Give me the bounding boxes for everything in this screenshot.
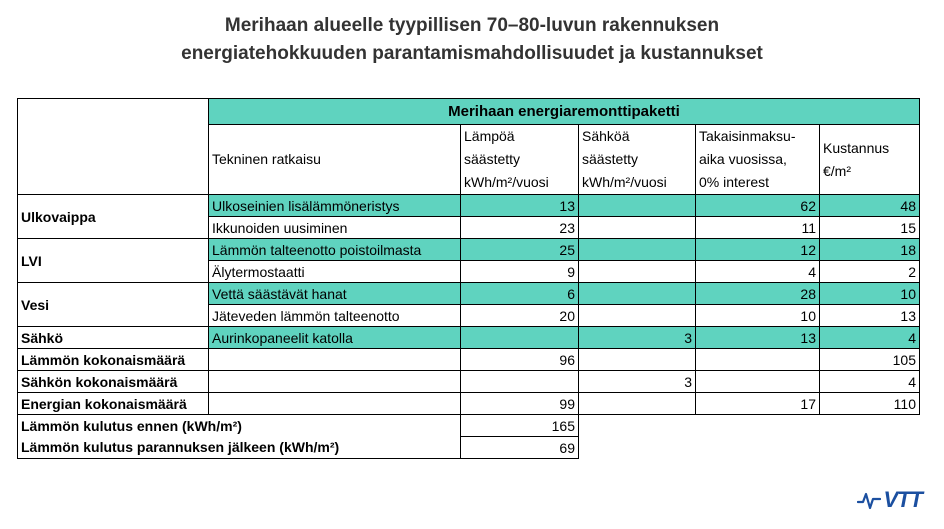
cost-cell: 15 [820,217,920,239]
vtt-logo [857,487,922,513]
header-cost: Kustannus €/m² [820,125,920,195]
solution-cell: Älytermostaatti [209,261,461,283]
total-row [18,393,920,415]
solution-cell: Ikkunoiden uusiminen [209,217,461,239]
solution-cell: Jäteveden lämmön talteenotto [209,305,461,327]
title-line-2: energiatehokkuuden parantamismahdollisuudet ja kustannukset [181,43,763,64]
vtt-wave-icon [857,490,881,510]
header-heat-saved: Lämpöä säästetty kWh/m²/vuosi [461,125,579,195]
heat-cell [461,327,579,349]
consumption-label: Lämmön kulutus parannuksen jälkeen (kWh/m²) [18,437,461,459]
total-label: Sähkön kokonaismäärä [18,371,209,393]
payback-cell: 4 [696,261,820,283]
corner-cell [18,99,209,195]
heat-cell: 25 [461,239,579,261]
header-solution: Tekninen ratkaisu [209,125,461,195]
total-cost-cell: 4 [820,371,920,393]
group-label: Vesi [18,283,209,327]
vtt-logo-text: VTT [883,487,922,512]
group-label: Ulkovaippa [18,195,209,239]
solution-cell: Vettä säästävät hanat [209,283,461,305]
table-row [18,327,920,349]
elec-cell [579,195,696,217]
elec-cell [579,261,696,283]
empty-space [579,437,920,459]
total-elec-cell: 3 [579,371,696,393]
total-label: Lämmön kokonaismäärä [18,349,209,371]
cost-cell: 2 [820,261,920,283]
cost-cell: 48 [820,195,920,217]
elec-cell [579,305,696,327]
table-row [18,195,920,217]
total-heat-cell: 99 [461,393,579,415]
total-solution-cell [209,349,461,371]
total-payback-cell: 17 [696,393,820,415]
solution-cell: Aurinkopaneelit katolla [209,327,461,349]
title-line-1: Merihaan alueelle tyypillisen 70–80-luvun rakennuksen [224,15,720,36]
heat-cell: 23 [461,217,579,239]
heat-cell: 13 [461,195,579,217]
payback-cell: 28 [696,283,820,305]
elec-cell: 3 [579,327,696,349]
total-heat-cell: 96 [461,349,579,371]
total-cost-cell: 110 [820,393,920,415]
elec-cell [579,283,696,305]
total-row [18,349,920,371]
total-payback-cell [696,371,820,393]
total-heat-cell [461,371,579,393]
payback-cell: 10 [696,305,820,327]
payback-cell: 13 [696,327,820,349]
cost-cell: 13 [820,305,920,327]
total-cost-cell: 105 [820,349,920,371]
solution-cell: Lämmön talteenotto poistoilmasta [209,239,461,261]
total-solution-cell [209,393,461,415]
energy-renovation-table [17,98,920,459]
total-label: Energian kokonaismäärä [18,393,209,415]
payback-cell: 62 [696,195,820,217]
empty-space [579,415,920,437]
package-title: Merihaan energiaremonttipaketti [209,99,920,125]
heat-cell: 6 [461,283,579,305]
payback-cell: 11 [696,217,820,239]
header-electricity-saved: Sähköä säästetty kWh/m²/vuosi [579,125,696,195]
payback-cell: 12 [696,239,820,261]
total-row [18,371,920,393]
header-payback: Takaisinmaksu- aika vuosissa, 0% interest [696,125,820,195]
consumption-row [18,415,920,437]
table-row [18,239,920,261]
table-row [18,283,920,305]
consumption-row [18,437,920,459]
group-label: Sähkö [18,327,209,349]
group-label: LVI [18,239,209,283]
solution-cell: Ulkoseinien lisälämmöneristys [209,195,461,217]
cost-cell: 18 [820,239,920,261]
total-elec-cell [579,393,696,415]
total-payback-cell [696,349,820,371]
consumption-label: Lämmön kulutus ennen (kWh/m²) [18,415,461,437]
consumption-value: 69 [461,437,579,459]
total-solution-cell [209,371,461,393]
heat-cell: 9 [461,261,579,283]
heat-cell: 20 [461,305,579,327]
elec-cell [579,217,696,239]
elec-cell [579,239,696,261]
cost-cell: 10 [820,283,920,305]
page-title [0,12,944,68]
total-elec-cell [579,349,696,371]
consumption-value: 165 [461,415,579,437]
cost-cell: 4 [820,327,920,349]
